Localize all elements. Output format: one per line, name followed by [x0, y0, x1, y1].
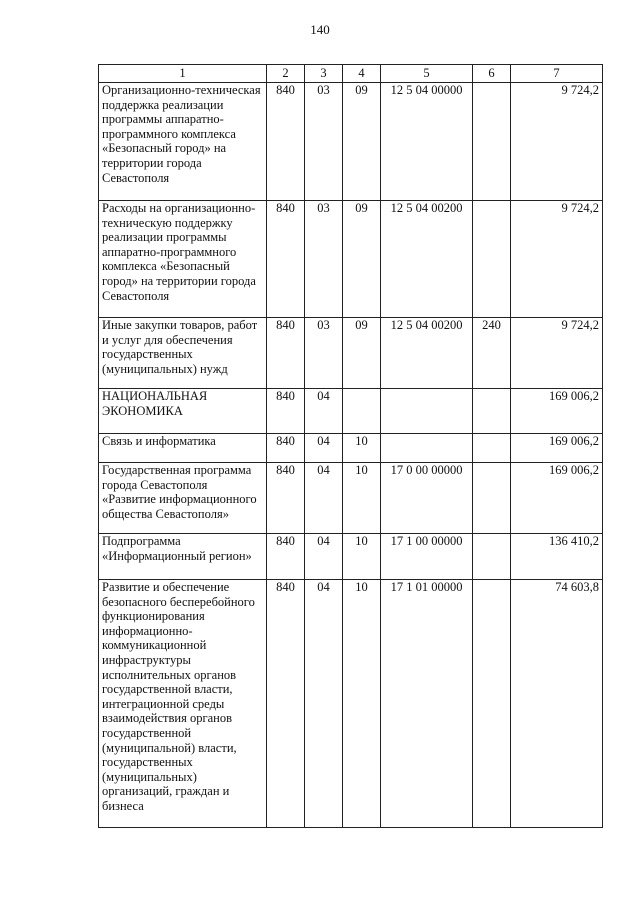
row-amount: 9 724,2 — [511, 318, 603, 389]
row-amount: 9 724,2 — [511, 83, 603, 201]
row-name: НАЦИОНАЛЬНАЯ ЭКОНОМИКА — [99, 389, 267, 434]
row-col-2: 840 — [267, 534, 305, 580]
row-col-2: 840 — [267, 434, 305, 463]
table-row — [99, 389, 603, 434]
header-col-7: 7 — [511, 65, 603, 83]
row-col-2: 840 — [267, 463, 305, 534]
row-col-3: 03 — [305, 201, 343, 318]
header-col-3: 3 — [305, 65, 343, 83]
table-row — [99, 580, 603, 828]
table-row — [99, 463, 603, 534]
row-col-5: 12 5 04 00200 — [381, 318, 473, 389]
row-col-5: 17 0 00 00000 — [381, 463, 473, 534]
row-col-6 — [473, 434, 511, 463]
table-row — [99, 318, 603, 389]
row-col-6 — [473, 83, 511, 201]
row-col-3: 04 — [305, 534, 343, 580]
row-col-3: 04 — [305, 580, 343, 828]
row-col-6 — [473, 580, 511, 828]
row-amount: 9 724,2 — [511, 201, 603, 318]
row-col-2: 840 — [267, 389, 305, 434]
row-col-5: 12 5 04 00000 — [381, 83, 473, 201]
row-col-5 — [381, 389, 473, 434]
row-col-3: 03 — [305, 83, 343, 201]
row-col-5 — [381, 434, 473, 463]
row-name: Расходы на организационно-техническую поддержку реализации программы аппаратно-программного комплекса «Безопасный город» на территории города Севастополя — [99, 201, 267, 318]
row-col-4: 09 — [343, 201, 381, 318]
row-col-2: 840 — [267, 83, 305, 201]
row-amount: 169 006,2 — [511, 389, 603, 434]
row-amount: 169 006,2 — [511, 434, 603, 463]
row-col-4 — [343, 389, 381, 434]
header-col-1: 1 — [99, 65, 267, 83]
row-col-3: 03 — [305, 318, 343, 389]
row-col-4: 10 — [343, 580, 381, 828]
table-header-row — [99, 65, 603, 83]
budget-table — [98, 64, 603, 828]
row-name: Связь и информатика — [99, 434, 267, 463]
page-number: 140 — [310, 22, 330, 37]
table-row — [99, 434, 603, 463]
row-col-4: 09 — [343, 83, 381, 201]
row-col-5: 17 1 01 00000 — [381, 580, 473, 828]
row-col-3: 04 — [305, 434, 343, 463]
row-name: Развитие и обеспечение безопасного бесперебойного функционирования информационно-коммуникационной инфраструктуры исполнительных органов государственной власти, интеграционной среды взаимодействия органов государственной (муниципальной) власти, государственных (муниципальных) организаций, граждан и бизнеса — [99, 580, 267, 828]
row-col-2: 840 — [267, 318, 305, 389]
header-col-2: 2 — [267, 65, 305, 83]
row-col-5: 12 5 04 00200 — [381, 201, 473, 318]
row-col-4: 09 — [343, 318, 381, 389]
row-col-6 — [473, 463, 511, 534]
row-name: Иные закупки товаров, работ и услуг для обеспечения государственных (муниципальных) нужд — [99, 318, 267, 389]
row-amount: 136 410,2 — [511, 534, 603, 580]
row-col-6 — [473, 534, 511, 580]
row-col-2: 840 — [267, 201, 305, 318]
row-name: Организационно-техническая поддержка реализации программы аппаратно-программного комплекса «Безопасный город» на территории города Севастополя — [99, 83, 267, 201]
row-col-4: 10 — [343, 534, 381, 580]
header-col-5: 5 — [381, 65, 473, 83]
row-col-6 — [473, 201, 511, 318]
row-name: Подпрограмма «Информационный регион» — [99, 534, 267, 580]
row-col-6 — [473, 389, 511, 434]
header-col-4: 4 — [343, 65, 381, 83]
row-col-3: 04 — [305, 463, 343, 534]
row-col-4: 10 — [343, 434, 381, 463]
table-row — [99, 83, 603, 201]
header-col-6: 6 — [473, 65, 511, 83]
row-col-6: 240 — [473, 318, 511, 389]
row-col-2: 840 — [267, 580, 305, 828]
row-col-5: 17 1 00 00000 — [381, 534, 473, 580]
row-col-3: 04 — [305, 389, 343, 434]
row-name: Государственная программа города Севастополя «Развитие информационного общества Севастополя» — [99, 463, 267, 534]
table-row — [99, 201, 603, 318]
row-amount: 74 603,8 — [511, 580, 603, 828]
row-col-4: 10 — [343, 463, 381, 534]
row-amount: 169 006,2 — [511, 463, 603, 534]
table-row — [99, 534, 603, 580]
